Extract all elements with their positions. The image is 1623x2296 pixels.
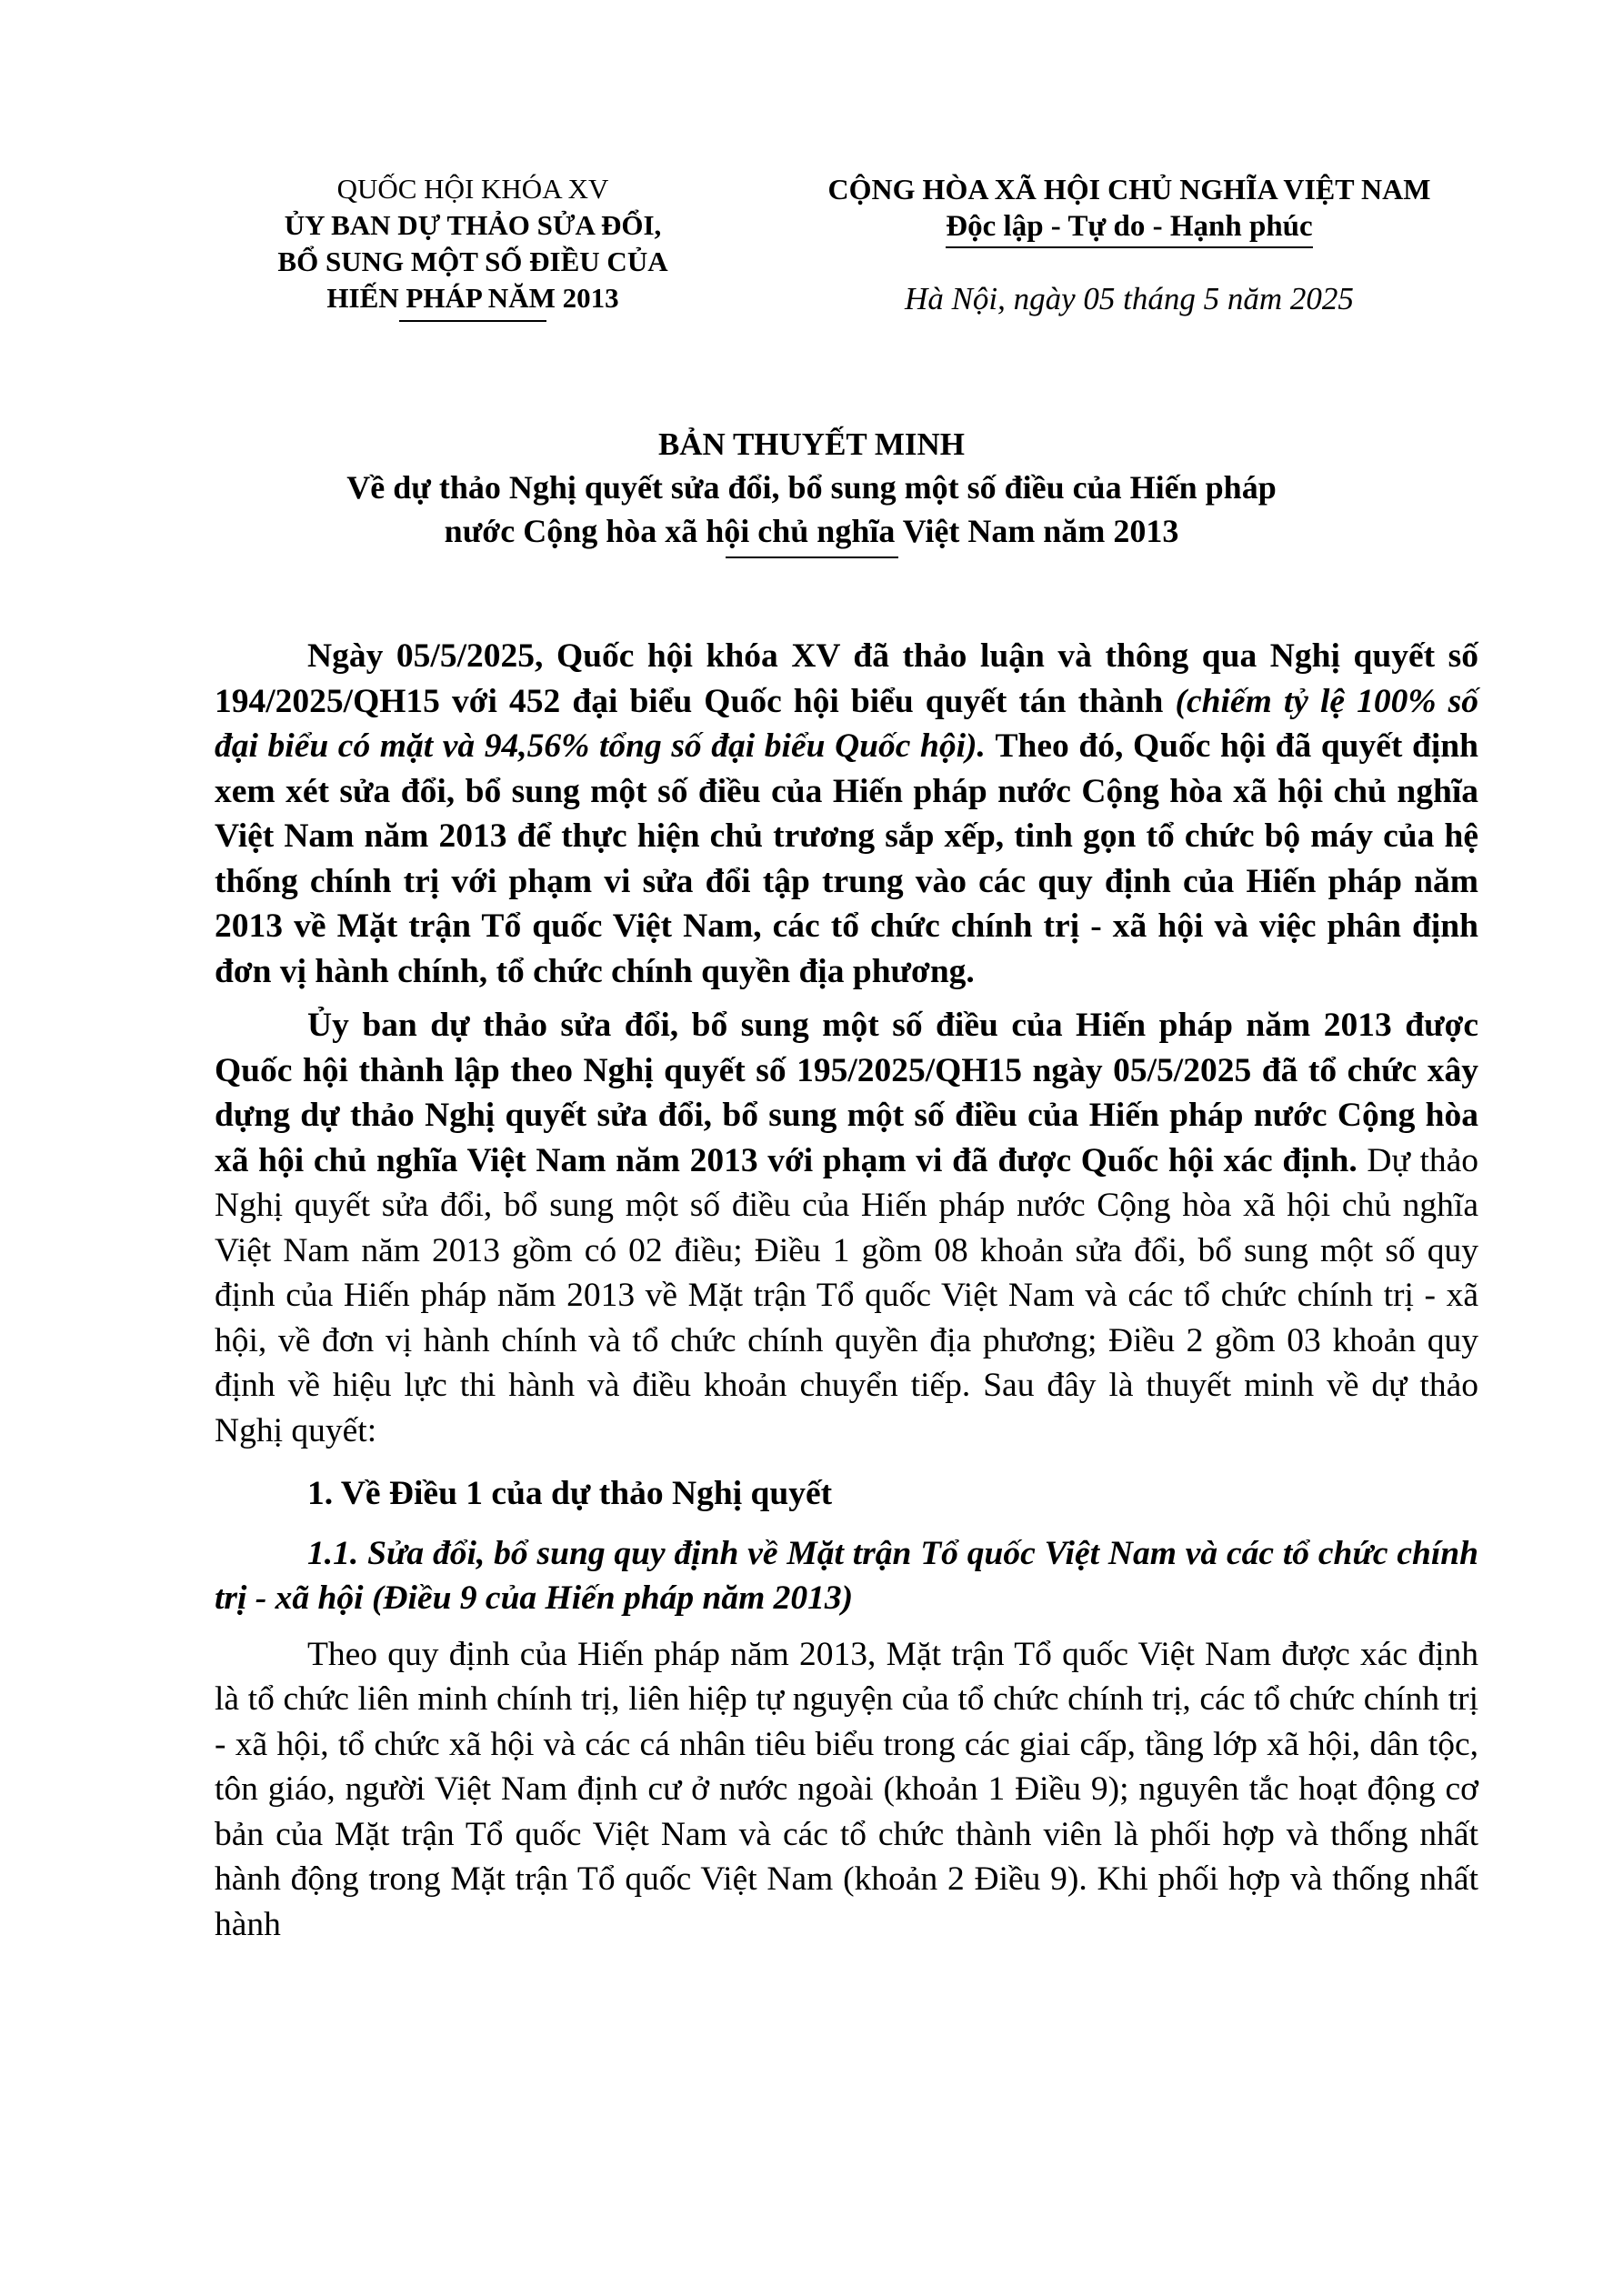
document-title-block [182, 424, 1441, 558]
national-assembly-term: QUỐC HỘI KHÓA XV [336, 173, 609, 205]
agency-underline [399, 320, 546, 322]
committee-name-line-1: ỦY BAN DỰ THẢO SỬA ĐỔI, [284, 209, 662, 241]
place-and-date: Hà Nội, ngày 05 tháng 5 năm 2025 [905, 281, 1354, 316]
paragraph-2-bold: Ủy ban dự thảo sửa đổi, bổ sung một số điều của Hiến pháp năm 2013 được Quốc hội thành lập theo Nghị quyết số 195/2025/QH15 ngày 05/5/2025 đã tổ chức xây dựng dự thảo Nghị quyết sửa đổi, bổ sung một số điều của Hiến pháp nước Cộng hòa xã hội chủ nghĩa Việt Nam năm 2013 với phạm vi đã được Quốc hội xác định. [215, 1007, 1478, 1179]
paragraph-1-bold-continued: Theo đó, Quốc hội đã quyết định xem xét sửa đổi, bổ sung một số điều của Hiến pháp nước Cộng hòa xã hội chủ nghĩa Việt Nam năm 2013 để thực hiện chủ trương sắp xếp, tinh gọn tổ chức bộ máy của hệ thống chính trị với phạm vi sửa đổi tập trung vào các quy định của Hiến pháp năm 2013 về Mặt trận Tổ quốc Việt Nam, các tổ chức chính trị - xã hội và việc phân định đơn vị hành chính, tổ chức chính quyền địa phương. [215, 727, 1479, 990]
document-subtitle-line-1: Về dự thảo Nghị quyết sửa đổi, bổ sung một số điều của Hiến pháp [346, 469, 1277, 506]
country-name: CỘNG HÒA XÃ HỘI CHỦ NGHĨA VIỆT NAM [827, 173, 1431, 206]
committee-name-line-3: HIẾN PHÁP NĂM 2013 [326, 282, 619, 314]
section-heading-1-1: 1.1. Sửa đổi, bổ sung quy định về Mặt trận Tổ quốc Việt Nam và các tổ chức chính trị - xã hội (Điều 9 của Hiến pháp năm 2013) [215, 1534, 1478, 1617]
paragraph-2-text: Dự thảo Nghị quyết sửa đổi, bổ sung một số điều của Hiến pháp nước Cộng hòa xã hội chủ nghĩa Việt Nam năm 2013 gồm có 02 điều; Điều 1 gồm 08 khoản sửa đổi, bổ sung một số quy định của Hiến pháp năm 2013 về Mặt trận Tổ quốc Việt Nam và các tổ chức chính trị - xã hội, về đơn vị hành chính và tổ chức chính quyền địa phương; Điều 2 gồm 03 khoản quy định về hiệu lực thi hành và điều khoản chuyển tiếp. Sau đây là thuyết minh về dự thảo Nghị quyết: [215, 1141, 1479, 1449]
section-heading-1: 1. Về Điều 1 của dự thảo Nghị quyết [307, 1475, 833, 1512]
document-body [215, 634, 1478, 1956]
paragraph-2 [215, 1003, 1478, 1453]
committee-name-line-2: BỔ SUNG MỘT SỐ ĐIỀU CỦA [277, 246, 668, 277]
paragraph-1 [215, 634, 1478, 994]
document-subtitle-line-2: nước Cộng hòa xã hội chủ nghĩa Việt Nam năm 2013 [444, 513, 1179, 549]
paragraph-1-bold-italic: (chiếm tỷ lệ 100% số đại biểu có mặt và 94,56% tổng số đại biểu Quốc hội). [215, 682, 1479, 765]
title-underline [726, 556, 898, 558]
document-type: BẢN THUYẾT MINH [657, 426, 966, 462]
issuing-agency-block [218, 171, 727, 322]
paragraph-1-bold: Ngày 05/5/2025, Quốc hội khóa XV đã thảo luận và thông qua Nghị quyết số 194/2025/QH15 với 452 đại biểu Quốc hội biểu quyết tán thành [215, 637, 1478, 720]
paragraph-3: Theo quy định của Hiến pháp năm 2013, Mặt trận Tổ quốc Việt Nam được xác định là tổ chức liên minh chính trị, liên hiệp tự nguyện của tổ chức chính trị, các tổ chức chính trị - xã hội, tổ chức xã hội và các cá nhân tiêu biểu trong các giai cấp, tầng lớp xã hội, dân tộc, tôn giáo, người Việt Nam định cư ở nước ngoài (khoản 1 Điều 9); nguyên tắc hoạt động cơ bản của Mặt trận Tổ quốc Việt Nam và các tổ chức thành viên là phối hợp và thống nhất hành động trong Mặt trận Tổ quốc Việt Nam (khoản 2 Điều 9). Khi phối hợp và thống nhất hành [215, 1635, 1478, 1943]
national-title-block [766, 171, 1493, 317]
national-motto: Độc lập - Tự do - Hạnh phúc [946, 208, 1312, 248]
